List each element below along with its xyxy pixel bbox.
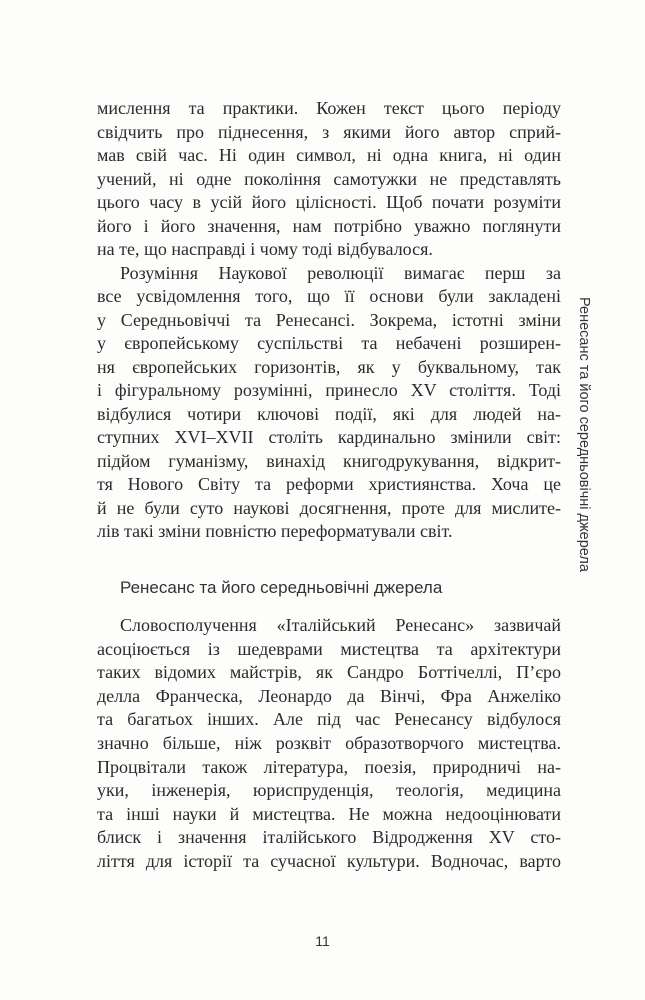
text-line: у європейському суспільстві та небачені розширен- — [97, 333, 561, 353]
text-line: підйом гуманізму, винахід книгодрукування, відкрит- — [97, 451, 561, 471]
text-line: та багатьох інших. Але під час Ренесансу відбулося — [97, 709, 561, 729]
text-line: відбулися чотири ключові події, які для людей на- — [97, 404, 561, 424]
text-line: та інші науки й мистецтва. Не можна недооцінювати — [97, 804, 561, 824]
text-line: значно більше, ніж розквіт образотворчого мистецтва. — [97, 733, 561, 753]
text-line: таких відомих майстрів, як Сандро Боттічеллі, П’єро — [97, 662, 561, 682]
text-line: Процвітали також література, поезія, природничі на- — [97, 757, 561, 777]
text-line: тя Нового Світу та реформи християнства. Хоча це — [97, 474, 561, 494]
page-number: 11 — [315, 933, 330, 949]
text-line: ступних XVI–XVII століть кардинально змінили світ: — [97, 427, 561, 447]
text-line: свідчить про піднесення, з якими його автор сприй- — [97, 122, 561, 142]
text-line: все усвідомлення того, що її основи були закладені — [97, 286, 561, 306]
text-line: лів такі зміни повністю переформатували світ. — [97, 521, 453, 541]
text-line: блиск і значення італійського Відродження XV сто- — [97, 827, 561, 847]
text-line: делла Франческа, Леонардо да Вінчі, Фра Анжеліко — [97, 686, 561, 706]
text-line: асоціюється із шедеврами мистецтва та архітектури — [97, 639, 561, 659]
text-line: уки, інженерія, юриспруденція, теологія, медицина — [97, 780, 561, 800]
text-line: цього часу в усій його цілісності. Щоб почати розуміти — [97, 192, 561, 212]
text-line: його і його значення, нам потрібно уважно поглянути — [97, 216, 561, 236]
text-line: ня європейських горизонтів, як у буквальному, так — [97, 357, 561, 377]
text-line: і фігуральному розумінні, принесло XV століття. Тоді — [97, 380, 561, 400]
text-line: мав свій час. Ні один символ, ні одна книга, ні один — [97, 145, 561, 165]
text-line: й не були суто наукові досягнення, проте для мислите- — [97, 498, 561, 518]
text-line: на те, що насправді і чому тоді відбувалося. — [97, 239, 433, 259]
section-heading: Ренесанс та його середньовічні джерела — [120, 578, 443, 597]
text-line: учений, ні одне покоління самотужки не представлять — [97, 169, 561, 189]
running-header: Ренесанс та його середньовічні джерела — [576, 297, 592, 572]
text-line: у Середньовіччі та Ренесансі. Зокрема, істотні зміни — [97, 310, 561, 330]
text-line: ліття для історії та сучасної культури. Водночас, варто — [97, 851, 561, 871]
text-line: Розуміння Наукової революції вимагає перш за — [120, 263, 561, 283]
text-line: Словосполучення «Італійський Ренесанс» зазвичай — [120, 615, 561, 635]
text-line: мислення та практики. Кожен текст цього періоду — [97, 98, 561, 118]
